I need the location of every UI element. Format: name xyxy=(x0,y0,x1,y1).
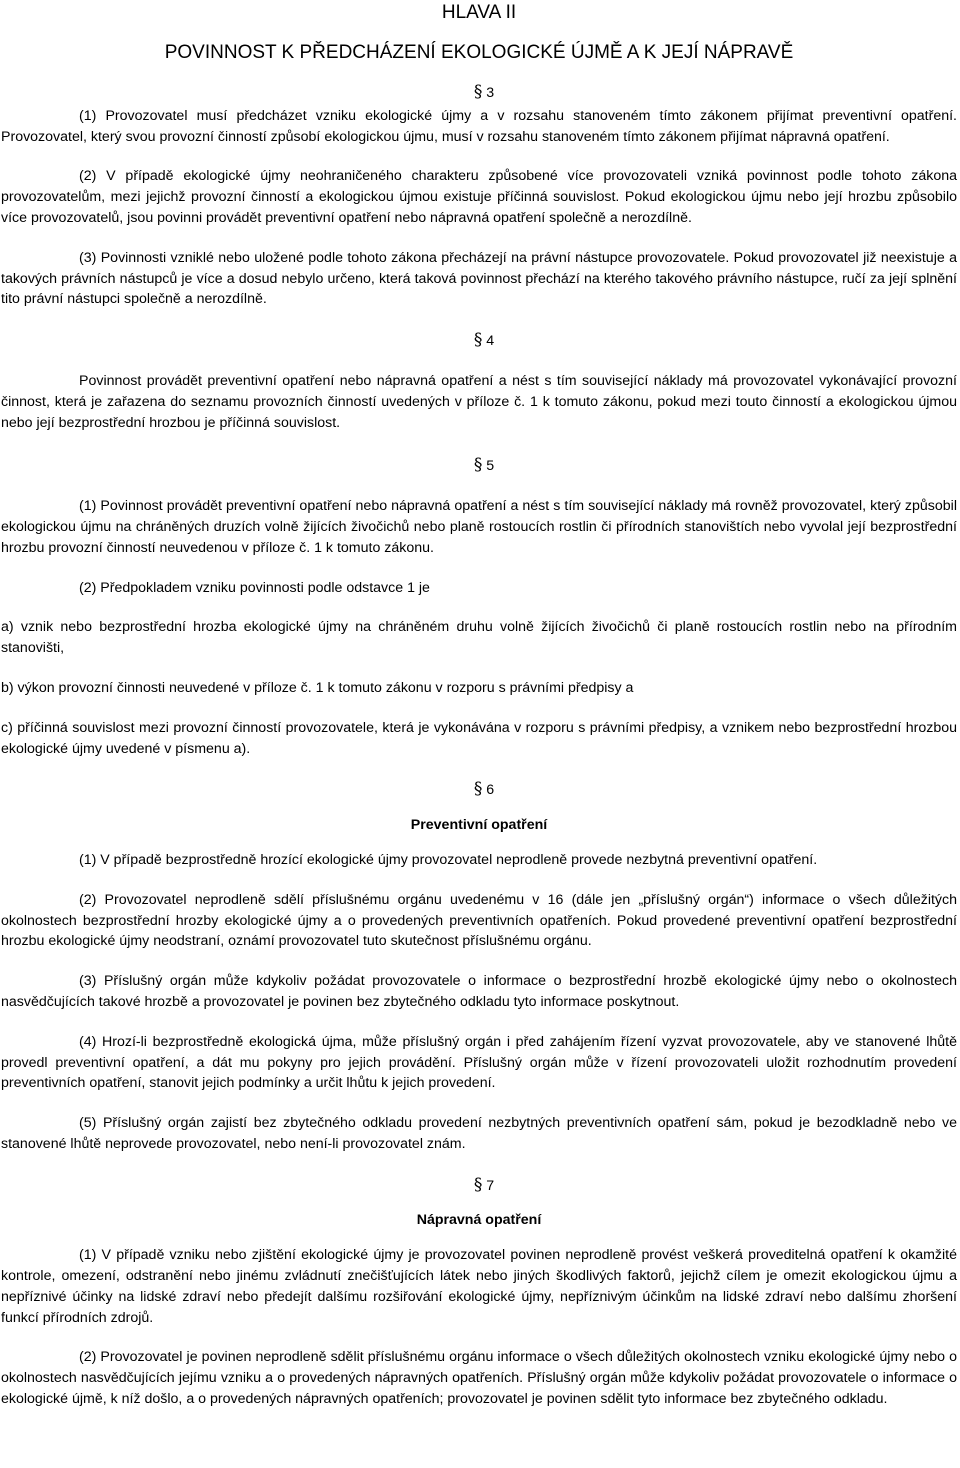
list-item-c: c) příčinná souvislost mezi provozní činností provozovatele, která je vykonávána v rozporu s právními předpisy, a vznikem nebo bezprostřední hrozbou ekologické újmy uvedené v písmenu a). xyxy=(1,719,957,757)
section-number: 6 xyxy=(486,782,495,799)
section-heading-4 xyxy=(1,330,957,352)
section-heading-6 xyxy=(1,779,957,801)
paragraph: (2) Provozovatel je povinen neprodleně sdělit příslušnému orgánu informace o všech důležitých okolnostech vzniku ekologické újmy nebo o okolnostech nasvědčujících jejímu vzniku a o provedených nápravných opatřeních. Příslušný orgán může kdykoliv požádat provozovatele o informace o ekologické újmě, k níž došlo, a o provedených nápravných opatřeních; provozovatel je povinen sdělit tyto informace bez zbytečného odkladu. xyxy=(1,1349,957,1408)
list-item-a: a) vznik nebo bezprostřední hrozba ekologické újmy na chráněném druhu volně žijících živočichů či planě rostoucích rostlin nebo na přírodním stanovišti, xyxy=(1,619,957,657)
section-sign: § xyxy=(473,1174,483,1195)
section-sign: § xyxy=(473,779,483,800)
paragraph: Povinnost provádět preventivní opatření nebo nápravná opatření a nést s tím související náklady má provozovatel vykonávající provozní činnost, která je zařazena do seznamu provozních činností uvedených v příloze č. 1 k tomuto zákonu, pokud mezi touto činností a ekologickou újmou nebo její bezprostřední hrozbou je příčinná souvislost. xyxy=(1,372,957,431)
paragraph: (1) Provozovatel musí předcházet vzniku ekologické újmy a v rozsahu stanoveném tímto zákonem přijímat preventivní opatření. Provozovatel, který svou provozní činností způsobí ekologickou újmu, musí v rozsahu stanoveném tímto zákonem přijímat nápravná opatření. xyxy=(1,107,957,145)
section-number: 3 xyxy=(486,85,495,101)
document-page xyxy=(0,2,960,1410)
section-title: Nápravná opatření xyxy=(416,1212,542,1229)
paragraph: (4) Hrozí-li bezprostředně ekologická újma, může příslušný orgán i před zahájením řízení vyzvat provozovatele, aby ve stanovené lhůtě provedl preventivní opatření, a dát mu pokyny pro jejich provádění. Příslušný orgán může v řízení provozovateli uložit rozhodnutím provedení preventivních opatření, stanovit jejich podmínky a určit lhůtu k jejich provedení. xyxy=(1,1033,957,1092)
chapter-title: POVINNOST K PŘEDCHÁZENÍ EKOLOGICKÉ ÚJMĚ A K JEJÍ NÁPRAVĚ xyxy=(164,42,794,63)
paragraph: (2) Provozovatel neprodleně sdělí příslušnému orgánu uvedenému v 16 (dále jen „příslušný orgán“) informace o všech důležitých okolnostech bezprostřední hrozby ekologické újmy a o provedených preventivních opatřeních. Pokud provedené preventivní opatření bezprostřední hrozbu ekologické újmy neodstraní, oznámí provozovatel tuto skutečnost příslušnému orgánu. xyxy=(1,891,957,950)
section-heading-5 xyxy=(1,455,957,477)
section-title: Preventivní opatření xyxy=(410,817,548,834)
paragraph: (1) V případě bezprostředně hrozící ekologické újmy provozovatel neprodleně provede nezbytná preventivní opatření. xyxy=(79,851,818,868)
section-sign: § xyxy=(473,82,483,102)
section-heading-3 xyxy=(1,82,957,104)
section-number: 5 xyxy=(486,458,495,475)
section-sign: § xyxy=(473,330,483,351)
section-number: 7 xyxy=(486,1177,495,1194)
paragraph: (2) V případě ekologické újmy neohraničeného charakteru způsobené více provozovateli vzniká povinnost podle tohoto zákona provozovatelům, mezi jejichž provozní činností a ekologickou újmou existuje příčinná souvislost. Pokud ekologickou újmu nebo její hrozbu způsobilo více provozovatelů, jsou povinni provádět preventivní opatření nebo nápravná opatření společně a nerozdílně. xyxy=(1,168,957,226)
section-number: 4 xyxy=(486,333,495,350)
paragraph: (3) Povinnosti vzniklé nebo uložené podle tohoto zákona přecházejí na právní nástupce provozovatele. Pokud provozovatel již neexistuje a takových právních nástupců je více a dosud nebylo určeno, která taková povinnost přechází na kterého takového právního nástupce, ručí za její splnění tito právní nástupci společně a nerozdílně. xyxy=(1,249,957,308)
paragraph: (3) Příslušný orgán může kdykoliv požádat provozovatele o informace o bezprostřední hrozbě ekologické újmy nebo o okolnostech nasvědčujících takové hrozbě a provozovatel je povinen bez zbytečného odkladu tyto informace poskytnout. xyxy=(1,973,957,1010)
section-heading-7 xyxy=(1,1175,957,1197)
paragraph: (5) Příslušný orgán zajistí bez zbytečného odkladu provedení nezbytných preventivních opatření sám, pokud je bezodkladně nebo ve stanovené lhůtě neprovede provozovatel, nebo není-li provozovatel znám. xyxy=(1,1115,957,1152)
section-sign: § xyxy=(473,455,483,476)
chapter-number: HLAVA II xyxy=(441,2,517,23)
paragraph: (2) Předpokladem vzniku povinnosti podle odstavce 1 je xyxy=(79,579,430,596)
list-item-b: b) výkon provozní činnosti neuvedené v příloze č. 1 k tomuto zákonu v rozporu s právními předpisy a xyxy=(1,679,634,696)
paragraph: (1) Povinnost provádět preventivní opatření nebo nápravná opatření a nést s tím související náklady má rovněž provozovatel, který způsobil ekologickou újmu na chráněných druzích volně žijících živočichů nebo planě rostoucích rostlin či přírodních stanovištích nebo vyvolal její bezprostřední hrozbu provozní činností neuvedenou v příloze č. 1 k tomuto zákonu. xyxy=(1,498,957,556)
paragraph: (1) V případě vzniku nebo zjištění ekologické újmy je provozovatel povinen neprodleně provést veškerá proveditelná opatření k okamžité kontrole, omezení, odstranění nebo jinému zvládnutí znečišťujících látek nebo jiných škodlivých faktorů, jejichž cílem je omezit ekologickou újmu a nepříznivé účinky na lidské zdraví nebo předejít dalšímu rozšiřování ekologické újmy, nepříznivým účinkům na lidské zdraví nebo dalšímu zhoršení funkcí přírodních zdrojů. xyxy=(1,1247,957,1326)
